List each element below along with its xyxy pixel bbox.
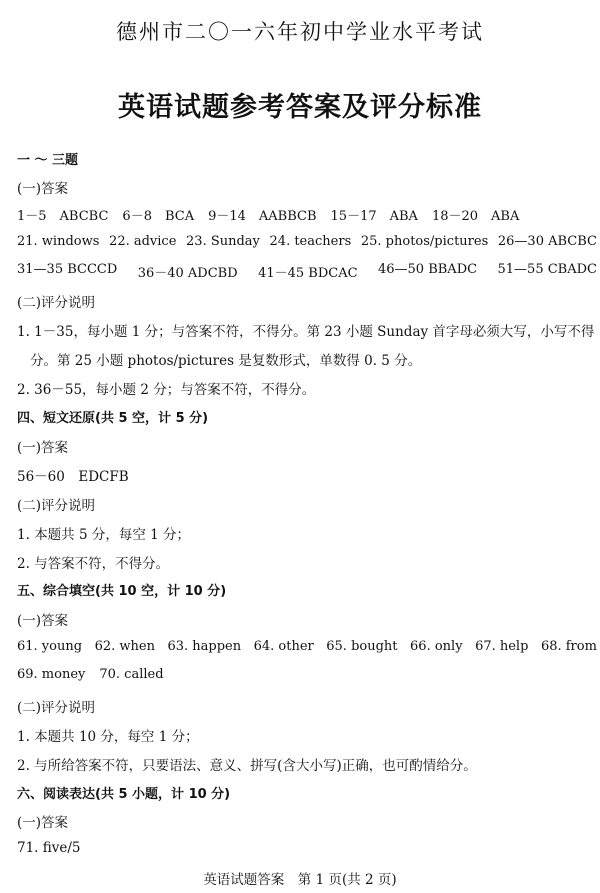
- answer-group: 6－8 BCA: [122, 209, 195, 224]
- answer-item: 67. help: [475, 639, 529, 654]
- document-title: 英语试题参考答案及评分标准: [118, 92, 482, 123]
- answer-item: 63. happen: [167, 639, 242, 654]
- answer-group: 9－14 AABBCB: [208, 209, 317, 224]
- answer-item: 65. bought: [326, 639, 398, 654]
- section-6-heading: 六、阅读表达(共 5 小题，计 10 分): [17, 787, 231, 802]
- answer-item: 64. other: [253, 639, 314, 654]
- section-1-3-heading: 一 ～ 三题: [17, 153, 79, 168]
- answer-item: 68. from: [540, 639, 597, 654]
- answer-item: 25. photos/pictures: [360, 234, 489, 249]
- scoring-note: 2. 与答案不符，不得分。: [17, 556, 170, 572]
- answer-group: 41－45 BDCAC: [258, 266, 358, 281]
- scoring-note: 1. 本题共 5 分，每空 1 分；: [17, 527, 191, 543]
- exam-title: 德州市二〇一六年初中学业水平考试: [116, 20, 484, 44]
- answer-group: 31—35 BCCCD: [17, 262, 118, 277]
- answers-row-1: [17, 205, 533, 224]
- page-footer: 英语试题答案 第 1 页(共 2 页): [203, 872, 397, 888]
- answer-item: 21. windows: [17, 234, 100, 249]
- section-6-answer-label: (一)答案: [17, 815, 69, 831]
- scoring-note-continued: 分。第 25 小题 photos/pictures 是复数形式，单数得 0. 5 分。: [30, 353, 422, 369]
- answer-group: 46—50 BBADC: [377, 262, 478, 277]
- answer-item: 66. only: [410, 639, 463, 654]
- section-5-answers-row-2: [17, 667, 178, 682]
- section-5-answer-label: (一)答案: [17, 613, 69, 629]
- section-1-3-scoring-label: (二)评分说明: [17, 295, 96, 311]
- answer-item: 62. when: [94, 639, 155, 654]
- answer-item: 26—30 ABCBC: [497, 234, 597, 249]
- section-5-scoring-label: (二)评分说明: [17, 700, 96, 716]
- answer-group: 15－17 ABA: [330, 209, 418, 224]
- section-4-scoring-label: (二)评分说明: [17, 498, 96, 514]
- answer-item: 22. advice: [109, 234, 177, 249]
- answer-item: 61. young: [17, 639, 83, 654]
- section-5-heading: 五、综合填空(共 10 空，计 10 分): [17, 584, 227, 599]
- answer-group: 1－5 ABCBC: [17, 209, 109, 224]
- answers-row-3: [17, 262, 597, 281]
- answer-group: 18－20 ABA: [431, 209, 520, 224]
- scoring-note: 2. 36－55，每小题 2 分；与答案不符，不得分。: [17, 382, 316, 398]
- scoring-note: 2. 与所给答案不符，只要语法、意义、拼写(含大小写)正确，也可酌情给分。: [17, 758, 477, 774]
- section-4-heading: 四、短文还原(共 5 空，计 5 分): [17, 411, 209, 426]
- answer-item: 23. Sunday: [186, 234, 260, 249]
- section-1-3-answer-label: (一)答案: [17, 181, 69, 197]
- section-4-answers: 56－60 EDCFB: [17, 469, 129, 485]
- scoring-note: 1. 1－35，每小题 1 分；与答案不符，不得分。第 23 小题 Sunday 首字母必须大写，小写不得: [17, 324, 595, 340]
- section-6-answer: 71. five/5: [17, 840, 81, 856]
- section-5-answers-row-1: [17, 639, 597, 654]
- answer-item: 70. called: [99, 667, 164, 682]
- section-4-answer-label: (一)答案: [17, 440, 69, 456]
- answer-item: 69. money: [17, 667, 86, 682]
- answer-group: 36－40 ADCBD: [137, 266, 238, 281]
- scoring-note: 1. 本题共 10 分，每空 1 分；: [17, 729, 199, 745]
- answers-row-2: [17, 234, 597, 249]
- answer-group: 51—55 CBADC: [497, 262, 597, 277]
- answer-item: 24. teachers: [269, 234, 352, 249]
